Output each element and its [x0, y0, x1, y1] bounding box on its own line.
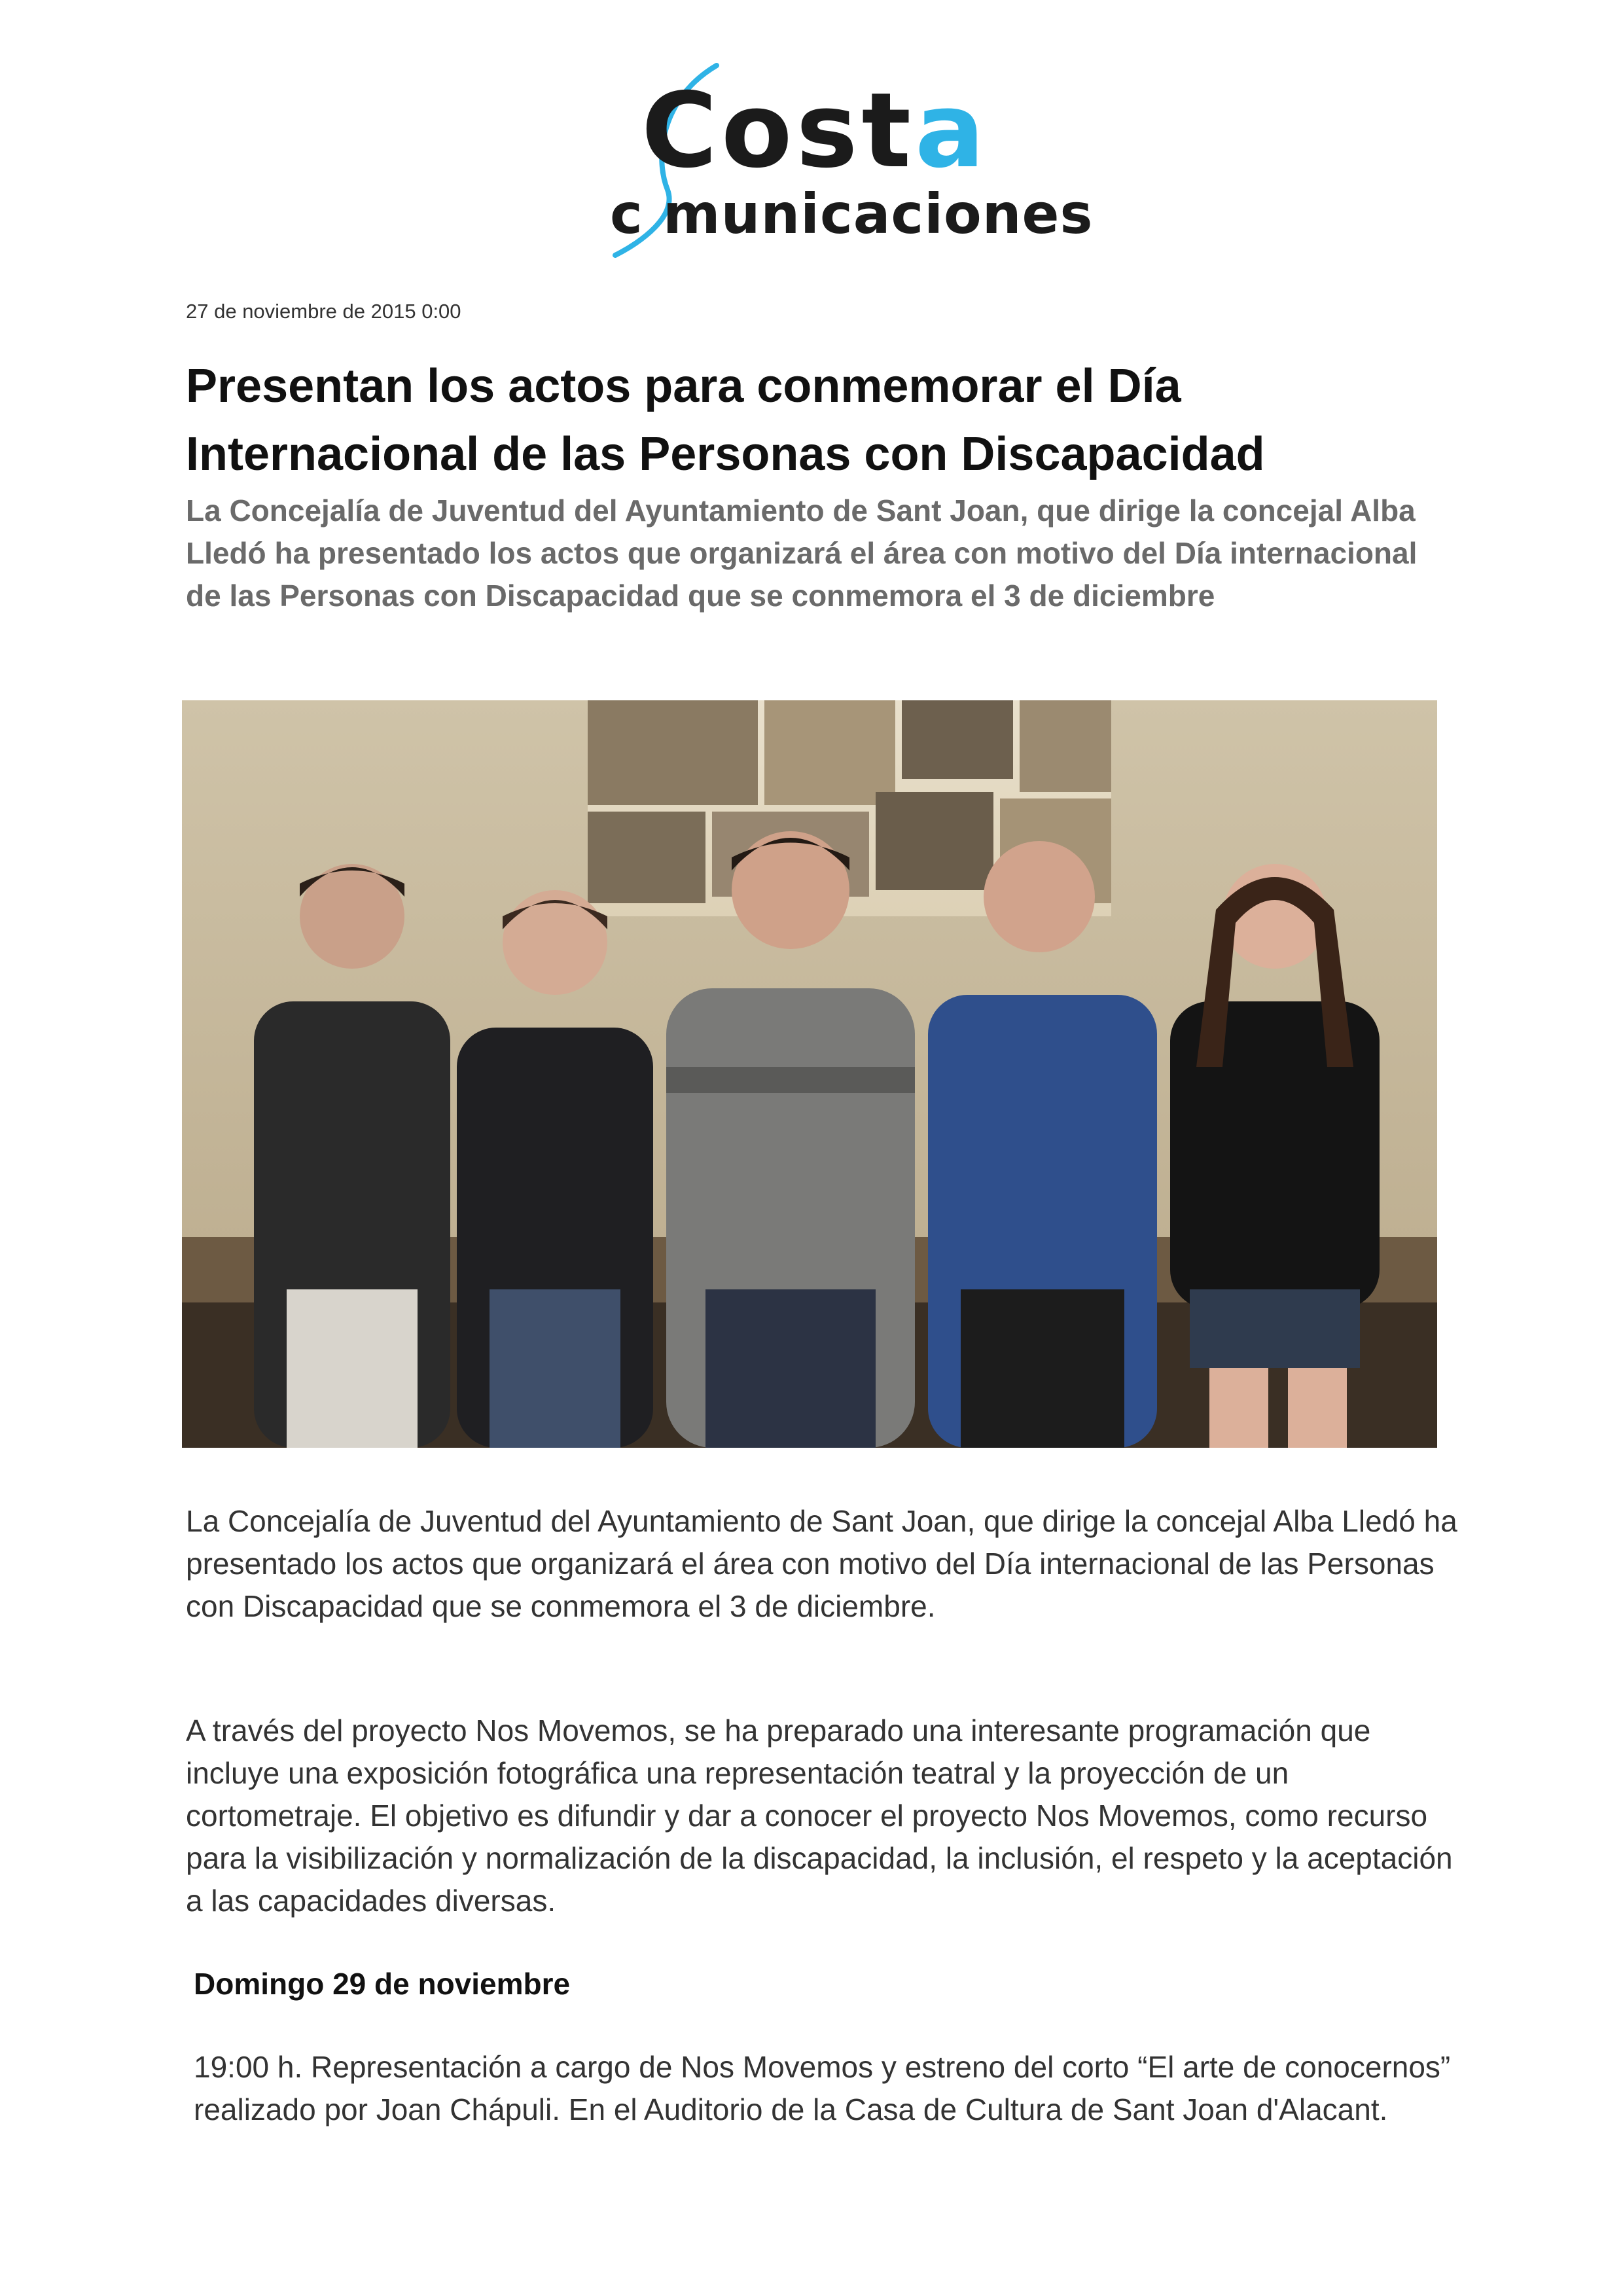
- article-photo: [182, 700, 1437, 1448]
- article-date: 27 de noviembre de 2015 0:00: [186, 300, 461, 323]
- article-lead: La Concejalía de Juventud del Ayuntamiento de Sant Joan, que dirige la concejal Alba Lledó ha presentado los actos que organizará el área con motivo del Día internacional de las Personas con Discapacidad que se conmemora el 3 de diciembre: [186, 493, 1418, 613]
- logo-subtitle: c municaciones: [610, 182, 1094, 246]
- article-title: Presentan los actos para conmemorar el Día Internacional de las Personas con Discapacidad: [186, 360, 1265, 480]
- article-paragraph-1: La Concejalía de Juventud del Ayuntamiento de Sant Joan, que dirige la concejal Alba Lledó ha presentado los actos que organizará el área con motivo del Día internacional de las Personas con Discapacidad que se conmemora el 3 de diciembre.: [186, 1504, 1457, 1623]
- article-paragraph-3: 19:00 h. Representación a cargo de Nos Movemos y estreno del corto “El arte de conocernos” realizado por Joan Chápuli. En el Auditorio de la Casa de Cultura de Sant Joan d'Alacant.: [194, 2050, 1451, 2126]
- section-heading: Domingo 29 de noviembre: [194, 1967, 571, 2001]
- logo-wordmark: Costa: [641, 71, 989, 191]
- article-paragraph-2: A través del proyecto Nos Movemos, se ha preparado una interesante programación que incluye una exposición fotográfica una representación teatral y la proyección de un cortometraje. El objetivo es difundir y dar a conocer el proyecto Nos Movemos, como recurso para la visibilización y normalización de la discapacidad, la inclusión, el respeto y la aceptación a las capacidades diversas.: [186, 1713, 1453, 1918]
- group-photo-image: [182, 700, 1437, 1448]
- site-logo[interactable]: [602, 59, 1094, 262]
